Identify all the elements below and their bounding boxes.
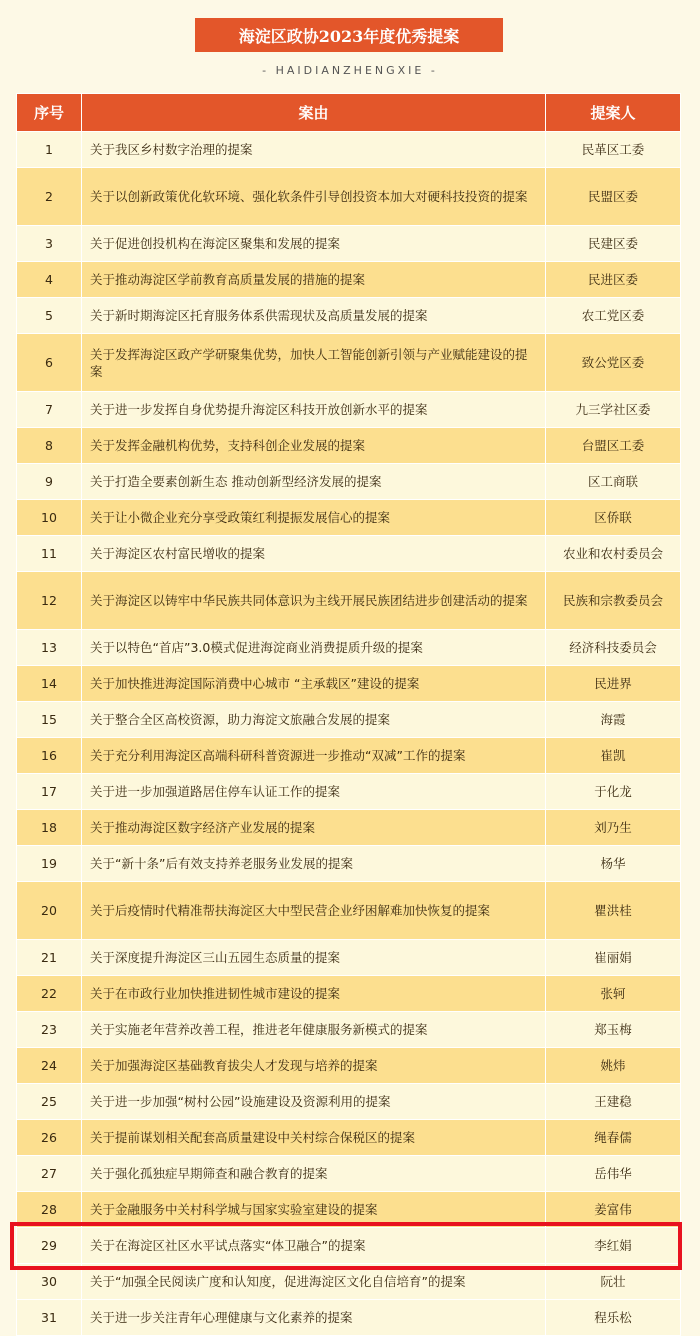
table-row xyxy=(17,1156,681,1192)
table-row xyxy=(17,846,681,882)
row-subject: 关于推动海淀区学前教育高质量发展的措施的提案 xyxy=(82,262,546,298)
row-proposer: 民进区委 xyxy=(546,262,681,298)
row-number: 11 xyxy=(17,536,82,572)
row-number: 5 xyxy=(17,298,82,334)
table-row xyxy=(17,392,681,428)
column-header-subject: 案由 xyxy=(82,94,546,132)
row-number: 12 xyxy=(17,572,82,630)
table-row xyxy=(17,810,681,846)
row-proposer: 崔丽娟 xyxy=(546,940,681,976)
row-subject: 关于在海淀区社区水平试点落实“体卫融合”的提案 xyxy=(82,1228,546,1264)
row-proposer: 张轲 xyxy=(546,976,681,1012)
table-body xyxy=(17,132,681,1336)
row-proposer: 岳伟华 xyxy=(546,1156,681,1192)
table-row xyxy=(17,536,681,572)
table-row xyxy=(17,1048,681,1084)
row-number: 6 xyxy=(17,334,82,392)
row-number: 7 xyxy=(17,392,82,428)
column-header-proposer: 提案人 xyxy=(546,94,681,132)
row-number: 13 xyxy=(17,630,82,666)
row-subject: 关于进一步关注青年心理健康与文化素养的提案 xyxy=(82,1300,546,1336)
row-number: 25 xyxy=(17,1084,82,1120)
row-proposer: 李红娟 xyxy=(546,1228,681,1264)
row-subject: 关于充分利用海淀区高端科研科普资源进一步推动“双减”工作的提案 xyxy=(82,738,546,774)
row-number: 1 xyxy=(17,132,82,168)
row-subject: 关于让小微企业充分享受政策红利提振发展信心的提案 xyxy=(82,500,546,536)
table-row xyxy=(17,1120,681,1156)
table-row xyxy=(17,226,681,262)
table-row xyxy=(17,630,681,666)
table-row xyxy=(17,976,681,1012)
row-number: 4 xyxy=(17,262,82,298)
row-proposer: 于化龙 xyxy=(546,774,681,810)
row-subject: 关于海淀区农村富民增收的提案 xyxy=(82,536,546,572)
row-proposer: 九三学社区委 xyxy=(546,392,681,428)
row-proposer: 民进界 xyxy=(546,666,681,702)
row-subject: 关于进一步加强道路居住停车认证工作的提案 xyxy=(82,774,546,810)
row-subject: 关于以创新政策优化软环境、强化软条件引导创投资本加大对硬科技投资的提案 xyxy=(82,168,546,226)
row-number: 9 xyxy=(17,464,82,500)
row-proposer: 台盟区工委 xyxy=(546,428,681,464)
row-proposer: 刘乃生 xyxy=(546,810,681,846)
row-number: 2 xyxy=(17,168,82,226)
row-number: 20 xyxy=(17,882,82,940)
row-number: 10 xyxy=(17,500,82,536)
row-subject: 关于加快推进海淀国际消费中心城市 “主承载区”建设的提案 xyxy=(82,666,546,702)
row-proposer: 海霞 xyxy=(546,702,681,738)
table-row xyxy=(17,500,681,536)
row-proposer: 姚炜 xyxy=(546,1048,681,1084)
row-proposer: 姜富伟 xyxy=(546,1192,681,1228)
row-proposer: 民革区工委 xyxy=(546,132,681,168)
row-number: 22 xyxy=(17,976,82,1012)
row-proposer: 绳春儒 xyxy=(546,1120,681,1156)
row-subject: 关于金融服务中关村科学城与国家实验室建设的提案 xyxy=(82,1192,546,1228)
row-number: 28 xyxy=(17,1192,82,1228)
proposals-table xyxy=(16,93,681,1336)
row-subject: 关于整合全区高校资源，助力海淀文旅融合发展的提案 xyxy=(82,702,546,738)
table-header-row xyxy=(17,94,681,132)
row-subject: 关于我区乡村数字治理的提案 xyxy=(82,132,546,168)
table-row xyxy=(17,428,681,464)
row-number: 31 xyxy=(17,1300,82,1336)
row-subject: 关于进一步发挥自身优势提升海淀区科技开放创新水平的提案 xyxy=(82,392,546,428)
row-subject: 关于在市政行业加快推进韧性城市建设的提案 xyxy=(82,976,546,1012)
row-proposer: 民族和宗教委员会 xyxy=(546,572,681,630)
row-subject: 关于实施老年营养改善工程，推进老年健康服务新模式的提案 xyxy=(82,1012,546,1048)
table-row xyxy=(17,1084,681,1120)
table-row xyxy=(17,738,681,774)
row-number: 8 xyxy=(17,428,82,464)
row-proposer: 民盟区委 xyxy=(546,168,681,226)
row-subject: 关于海淀区以铸牢中华民族共同体意识为主线开展民族团结进步创建活动的提案 xyxy=(82,572,546,630)
table-row xyxy=(17,774,681,810)
row-proposer: 瞿洪桂 xyxy=(546,882,681,940)
table-row xyxy=(17,1012,681,1048)
row-proposer: 程乐松 xyxy=(546,1300,681,1336)
row-number: 24 xyxy=(17,1048,82,1084)
row-subject: 关于深度提升海淀区三山五园生态质量的提案 xyxy=(82,940,546,976)
table-row xyxy=(17,1300,681,1336)
row-number: 29 xyxy=(17,1228,82,1264)
table-row xyxy=(17,666,681,702)
row-number: 18 xyxy=(17,810,82,846)
table-row xyxy=(17,464,681,500)
table-row xyxy=(17,262,681,298)
table-row xyxy=(17,940,681,976)
page-title: 海淀区政协2023年度优秀提案 xyxy=(195,18,503,52)
row-proposer: 郑玉梅 xyxy=(546,1012,681,1048)
row-number: 27 xyxy=(17,1156,82,1192)
row-number: 19 xyxy=(17,846,82,882)
row-number: 14 xyxy=(17,666,82,702)
row-proposer: 民建区委 xyxy=(546,226,681,262)
row-proposer: 农工党区委 xyxy=(546,298,681,334)
row-proposer: 农业和农村委员会 xyxy=(546,536,681,572)
row-proposer: 区侨联 xyxy=(546,500,681,536)
table-row xyxy=(17,334,681,392)
row-subject: 关于打造全要素创新生态 推动创新型经济发展的提案 xyxy=(82,464,546,500)
row-subject: 关于提前谋划相关配套高质量建设中关村综合保税区的提案 xyxy=(82,1120,546,1156)
row-number: 30 xyxy=(17,1264,82,1300)
row-subject: 关于后疫情时代精准帮扶海淀区大中型民营企业纾困解难加快恢复的提案 xyxy=(82,882,546,940)
row-subject: 关于“新十条”后有效支持养老服务业发展的提案 xyxy=(82,846,546,882)
table-row xyxy=(17,882,681,940)
row-number: 23 xyxy=(17,1012,82,1048)
row-subject: 关于以特色“首店”3.0模式促进海淀商业消费提质升级的提案 xyxy=(82,630,546,666)
row-subject: 关于促进创投机构在海淀区聚集和发展的提案 xyxy=(82,226,546,262)
row-proposer: 杨华 xyxy=(546,846,681,882)
row-proposer: 致公党区委 xyxy=(546,334,681,392)
table-row xyxy=(17,132,681,168)
row-proposer: 区工商联 xyxy=(546,464,681,500)
row-subject: 关于推动海淀区数字经济产业发展的提案 xyxy=(82,810,546,846)
table-row xyxy=(17,572,681,630)
table-row xyxy=(17,298,681,334)
row-subject: 关于新时期海淀区托育服务体系供需现状及高质量发展的提案 xyxy=(82,298,546,334)
row-proposer: 经济科技委员会 xyxy=(546,630,681,666)
table-row xyxy=(17,168,681,226)
row-proposer: 王建稳 xyxy=(546,1084,681,1120)
row-number: 26 xyxy=(17,1120,82,1156)
row-number: 16 xyxy=(17,738,82,774)
row-proposer: 崔凯 xyxy=(546,738,681,774)
row-number: 17 xyxy=(17,774,82,810)
row-number: 3 xyxy=(17,226,82,262)
row-subject: 关于发挥金融机构优势，支持科创企业发展的提案 xyxy=(82,428,546,464)
column-header-number: 序号 xyxy=(17,94,82,132)
row-number: 15 xyxy=(17,702,82,738)
row-subject: 关于“加强全民阅读广度和认知度，促进海淀区文化自信培育”的提案 xyxy=(82,1264,546,1300)
row-subject: 关于发挥海淀区政产学研聚集优势，加快人工智能创新引领与产业赋能建设的提案 xyxy=(82,334,546,392)
row-subject: 关于进一步加强“树村公园”设施建设及资源利用的提案 xyxy=(82,1084,546,1120)
row-subject: 关于强化孤独症早期筛查和融合教育的提案 xyxy=(82,1156,546,1192)
highlight-box xyxy=(10,1222,682,1270)
row-proposer: 阮壮 xyxy=(546,1264,681,1300)
page-subtitle: - HAIDIANZHENGXIE - xyxy=(262,64,438,77)
table-row xyxy=(17,702,681,738)
row-subject: 关于加强海淀区基础教育拔尖人才发现与培养的提案 xyxy=(82,1048,546,1084)
row-number: 21 xyxy=(17,940,82,976)
